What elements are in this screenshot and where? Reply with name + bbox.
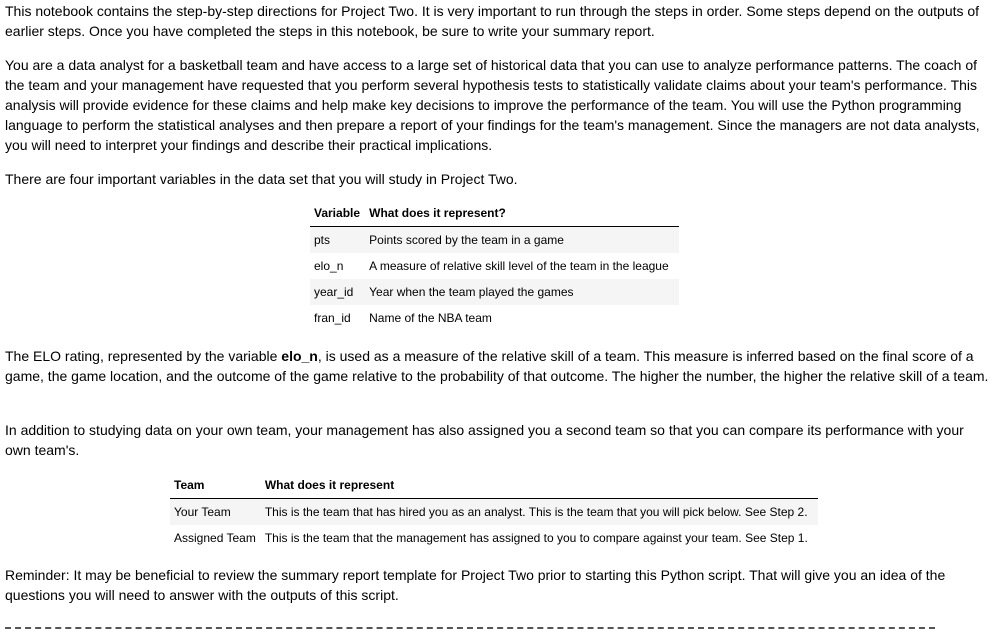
table-row	[170, 525, 818, 551]
table-row	[170, 499, 818, 526]
variables-table-header-row	[310, 200, 679, 227]
variables-intro-paragraph: There are four important variables in the data set that you will study in Project Two.	[5, 171, 518, 187]
table-row	[310, 253, 679, 279]
variable-description: Year when the team played the games	[365, 279, 679, 305]
elo-prefix: The ELO rating, represented by the variable	[5, 348, 282, 364]
role-paragraph: You are a data analyst for a basketball team and have access to a large set of historical data that you can use to analyze performance patterns. The coach of the team and your management have requested that you perform several hypothesis tests to statistically validate claims about your team's performance. This analysis will provide evidence for these claims and help make key decisions to improve the performance of the team. You will use the Python programming language to perform the statistical analyses and then prepare a report of your findings for the team's management. Since the managers are not data analysts, you will need to interpret your findings and describe their practical implications.	[5, 57, 980, 153]
elo-paragraph	[5, 346, 990, 386]
variable-name: fran_id	[314, 311, 351, 325]
team-table-header-row	[170, 472, 818, 499]
elo-term: elo_n	[281, 348, 318, 364]
variable-description: Name of the NBA team	[369, 311, 492, 325]
table-row	[310, 305, 679, 331]
variable-name: pts	[310, 227, 365, 254]
variable-name: elo_n	[314, 259, 344, 273]
team-name: Assigned Team	[174, 531, 256, 545]
table-row	[310, 227, 679, 254]
variable-description: Points scored by the team in a game	[365, 227, 679, 254]
reminder-paragraph: Reminder: It may be beneficial to review the summary report template for Project Two prior to starting this Python script. That will give you an idea of the questions you will need to answer with the outputs of this script.	[5, 567, 946, 603]
elo-suffix: , is used as a measure of the relative skill of a team. This measure is inferred based on the final score of a game, the game location, and the outcome of the game relative to the probability of that outcome. The higher the number, the higher the relative skill of a team.	[5, 348, 989, 384]
column-header-represent: What does it represent?	[365, 200, 679, 227]
variable-name: year_id	[310, 279, 365, 305]
team-description: This is the team that the management has assigned to you to compare against your team. See Step 1.	[264, 531, 808, 545]
column-header-represent: What does it represent	[261, 472, 818, 499]
variables-table	[310, 200, 679, 331]
dashed-divider	[5, 627, 935, 629]
table-row	[310, 279, 679, 305]
intro-paragraph: This notebook contains the step-by-step directions for Project Two. It is very important to run through the steps in order. Some steps depend on the outputs of earlier steps. Once you have completed the steps in this notebook, be sure to write your summary report.	[5, 3, 980, 39]
team-description: This is the team that has hired you as an analyst. This is the team that you will pick below. See Step 2.	[261, 499, 818, 526]
column-header-team: Team	[170, 472, 261, 499]
team-table	[170, 472, 818, 551]
column-header-variable: Variable	[310, 200, 365, 227]
variable-description: A measure of relative skill level of the team in the league	[369, 259, 669, 273]
assigned-paragraph: In addition to studying data on your own team, your management has also assigned you a second team so that you can compare its performance with your own team's.	[5, 422, 964, 458]
team-name: Your Team	[170, 499, 261, 526]
